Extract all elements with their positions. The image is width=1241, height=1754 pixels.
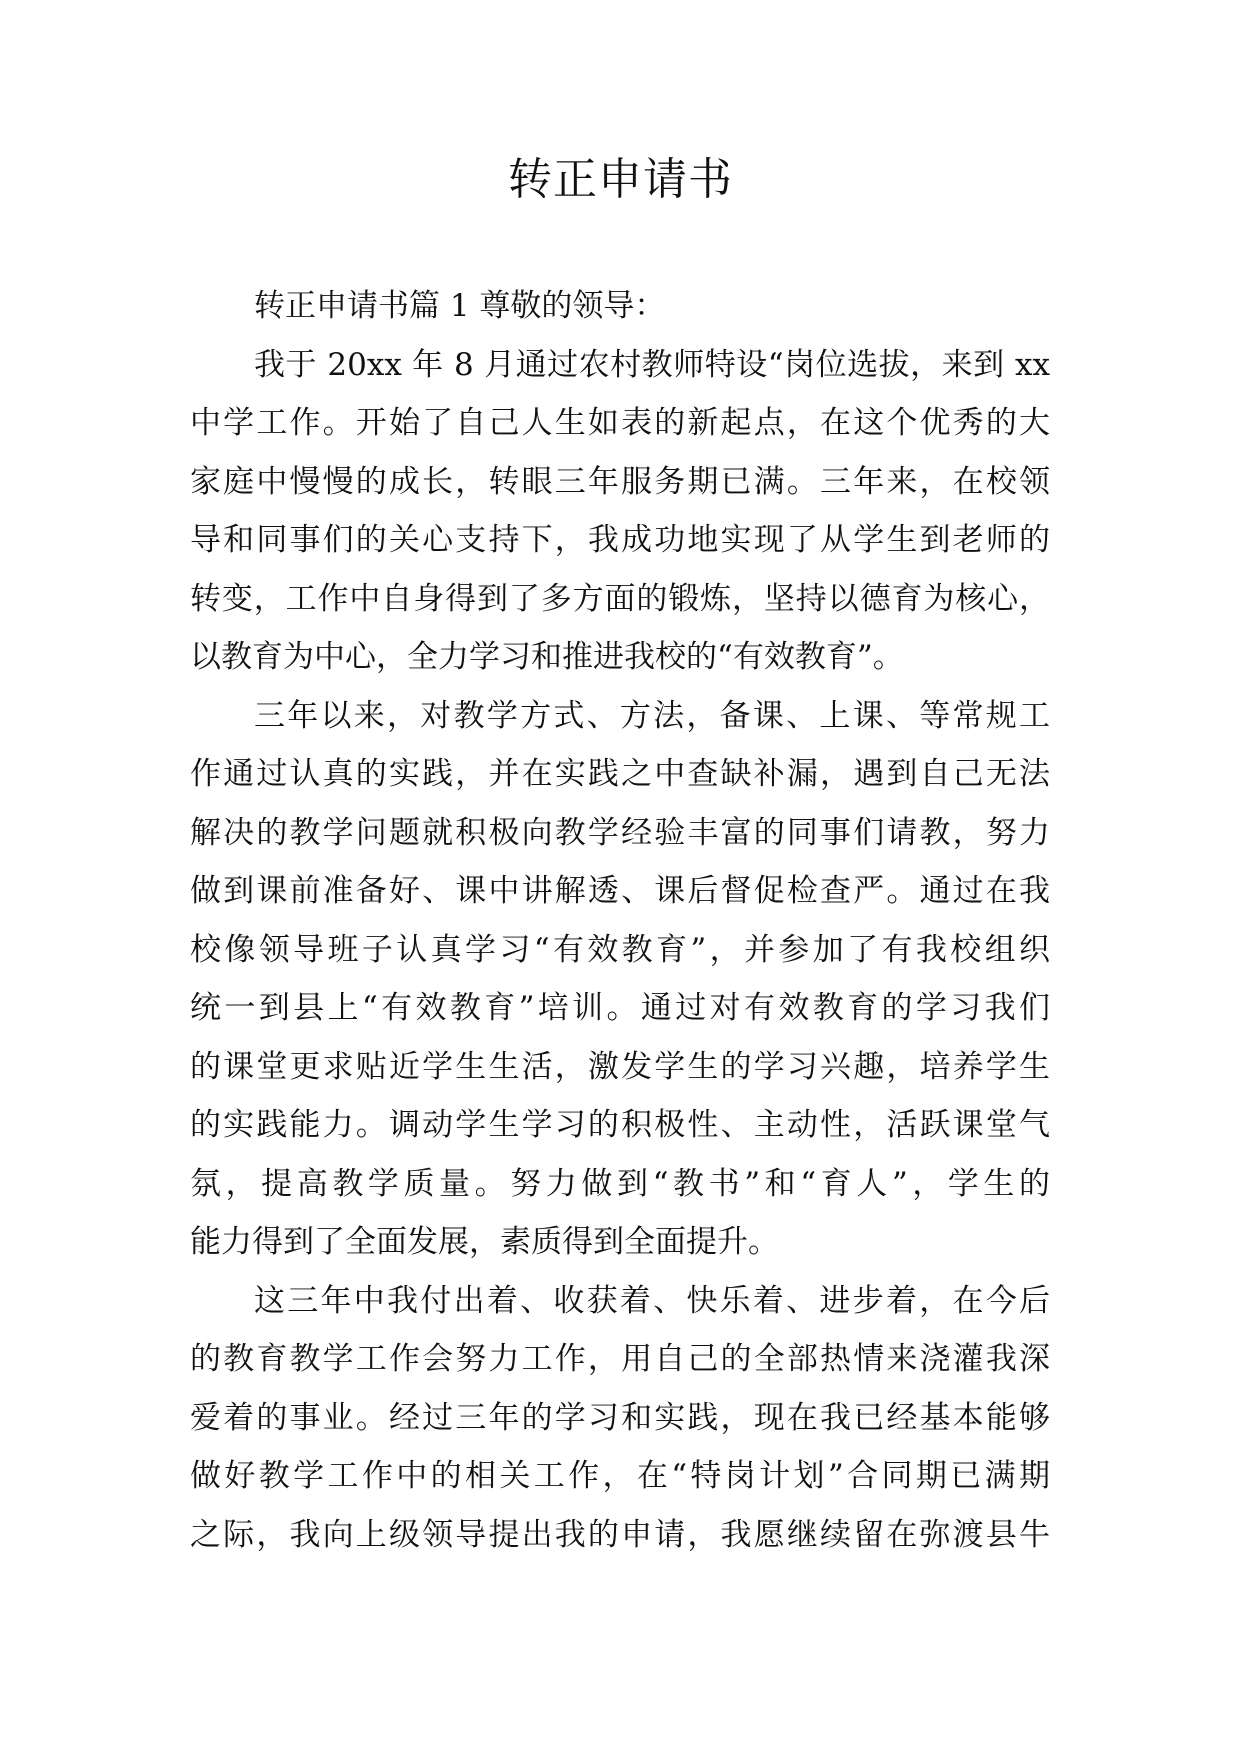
paragraph-1-line: 导和同事们的关心支持下，我成功地实现了从学生到老师的 [190, 522, 1050, 558]
paragraph-1-line: 我于 20xx 年 8 月通过农村教师特设“岗位选拔，来到 xx [254, 346, 1050, 383]
paragraph-2-line: 的实践能力。调动学生学习的积极性、主动性，活跃课堂气 [190, 1107, 1050, 1143]
paragraph-2-line: 解决的教学问题就积极向教学经验丰富的同事们请教，努力 [190, 814, 1050, 851]
paragraph-2-line: 三年以来，对教学方式、方法，备课、上课、等常规工 [254, 697, 1050, 734]
document-title: 转正申请书 [508, 154, 733, 205]
paragraph-2-line: 的课堂更求贴近学生生活，激发学生的学习兴趣，培养学生 [190, 1048, 1050, 1085]
paragraph-3-line: 爱着的事业。经过三年的学习和实践，现在我已经基本能够 [190, 1399, 1050, 1436]
paragraph-1-line: 转变，工作中自身得到了多方面的锻炼，坚持以德育为核心， [190, 580, 1050, 617]
paragraph-3-line: 之际，我向上级领导提出我的申请，我愿继续留在弥渡县牛 [190, 1516, 1050, 1553]
paragraph-2-line: 氛，提高教学质量。努力做到“教书”和“育人”，学生的 [190, 1165, 1050, 1202]
paragraph-2-line: 作通过认真的实践，并在实践之中查缺补漏，遇到自己无法 [190, 756, 1050, 792]
paragraph-1-line: 家庭中慢慢的成长，转眼三年服务期已满。三年来，在校领 [190, 463, 1050, 500]
greeting-line: 转正申请书篇 1 尊敬的领导： [254, 288, 666, 324]
paragraph-3-line: 的教育教学工作会努力工作，用自己的全部热情来浇灌我深 [190, 1341, 1050, 1377]
paragraph-2-line: 做到课前准备好、课中讲解透、课后督促检查严。通过在我 [190, 873, 1050, 909]
document-body [190, 277, 1050, 1564]
paragraph-3-line: 这三年中我付出着、收获着、快乐着、进步着，在今后 [254, 1282, 1050, 1319]
paragraph-1-line: 以教育为中心，全力学习和推进我校的“有效教育”。 [190, 639, 904, 675]
paragraph-2-line: 统一到县上“有效教育”培训。通过对有效教育的学习我们 [190, 990, 1050, 1026]
paragraph-1-line: 中学工作。开始了自己人生如表的新起点，在这个优秀的大 [190, 405, 1050, 441]
paragraph-2-line: 能力得到了全面发展，素质得到全面提升。 [190, 1224, 779, 1260]
paragraph-2-line: 校像领导班子认真学习“有效教育”，并参加了有我校组织 [190, 931, 1050, 968]
paragraph-3-line: 做好教学工作中的相关工作，在“特岗计划”合同期已满期 [190, 1458, 1050, 1494]
